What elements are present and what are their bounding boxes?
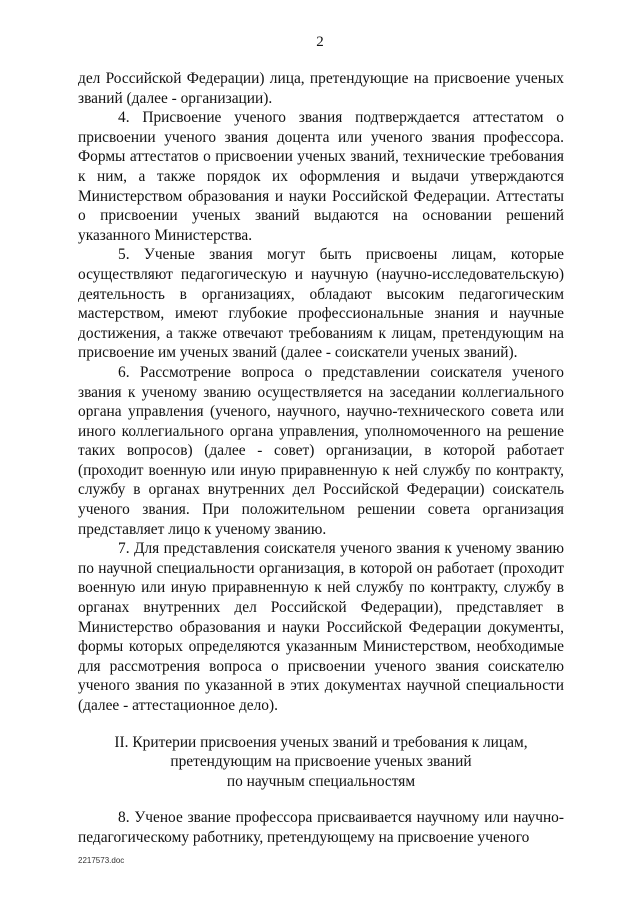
- paragraph-8: 8. Ученое звание профессора присваивается научному или научно-педагогическому работнику, претендующему на присвоение ученого: [78, 809, 564, 846]
- paragraph-continuation: дел Российской Федерации) лица, претендующие на присвоение ученых званий (далее - организации).: [78, 70, 564, 107]
- section-heading: [78, 733, 564, 792]
- section-heading-line-1: II. Критерии присвоения ученых званий и требования к лицам,: [114, 733, 528, 751]
- section-heading-line-3: по научным специальностям: [226, 772, 416, 790]
- section-heading-line-2: претендующим на присвоение ученых званий: [170, 753, 472, 771]
- paragraph-7: 7. Для представления соискателя ученого звания к ученому званию по научной специальности организация, в которой он работает (проходит военную или иную приравненную к ней службу по контракту, службу в органах внутренних дел Российской Федерации), представляет в Министерство образования и науки Российской Федерации документы, формы которых определяются указанным Министерством, необходимые для рассмотрения вопроса о присвоении ученого звания соискателю ученого звания по указанной в этих документах научной специальности (далее - аттестационное дело).: [78, 540, 564, 714]
- document-file-reference: 2217573.doc: [78, 856, 125, 865]
- document-body: [78, 69, 564, 848]
- paragraph-4: 4. Присвоение ученого звания подтверждается аттестатом о присвоении ученого звания доцента или ученого звания профессора. Формы аттестатов о присвоении ученых званий, технические требования к ним, а также порядок их оформления и выдачи утверждаются Министерством образования и науки Российской Федерации. Аттестаты о присвоении ученых званий выдаются на основании решений указанного Министерства.: [78, 109, 564, 244]
- paragraph-6: 6. Рассмотрение вопроса о представлении соискателя ученого звания к ученому званию осуществляется на заседании коллегиального органа управления (ученого, научного, научно-технического совета или иного коллегиального органа управления, уполномоченного на решение таких вопросов) (далее - совет) организации, в которой работает (проходит военную или иную приравненную к ней службу по контракту, службу в органах внутренних дел Российской Федерации) соискатель ученого звания. При положительном решении совета организация представляет лицо к ученому званию.: [78, 363, 564, 538]
- paragraph-5: 5. Ученые звания могут быть присвоены лицам, которые осуществляют педагогическую и научную (научно-исследовательскую) деятельность в организациях, обладают высоким педагогическим мастерством, имеют глубокие профессиональные знания и научные достижения, а также отвечают требованиям к лицам, претендующим на присвоение им ученых званий (далее - соискатели ученых званий).: [78, 246, 564, 362]
- page-number: 2: [316, 34, 324, 50]
